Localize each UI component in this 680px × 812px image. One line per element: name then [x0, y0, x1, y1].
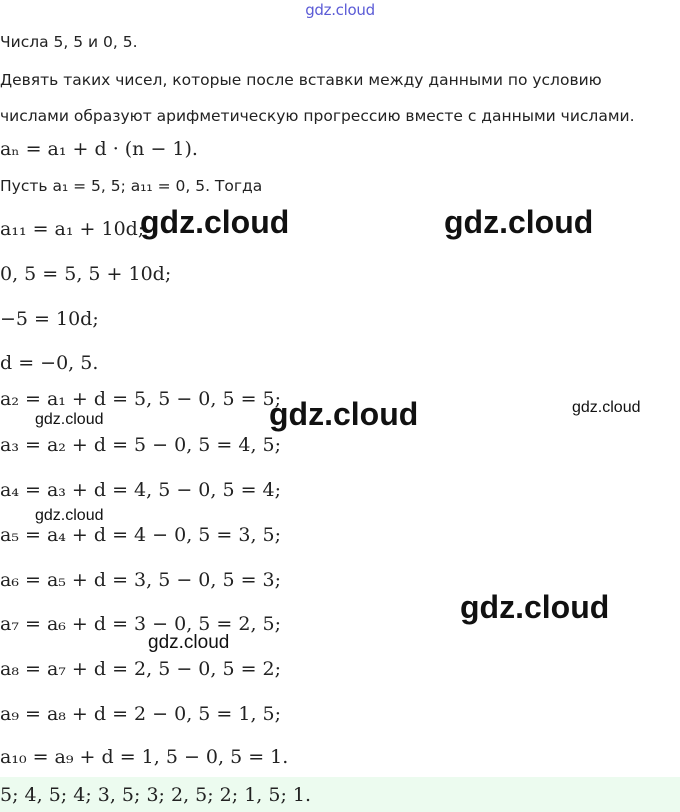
step-equation: a₂ = a₁ + d = 5, 5 − 0, 5 = 5;	[0, 388, 282, 410]
site-watermark-top: gdz.cloud	[305, 1, 375, 19]
intro-line-2: Девять таких чисел, которые после вставки между данными по условию	[0, 71, 602, 89]
step-equation: −5 = 10d;	[0, 308, 99, 330]
step-equation: a₄ = a₃ + d = 4, 5 − 0, 5 = 4;	[0, 479, 282, 501]
watermark: gdz.cloud	[460, 589, 610, 625]
general-formula: aₙ = a₁ + d · (n − 1).	[0, 138, 198, 160]
step-equation: a₅ = a₄ + d = 4 − 0, 5 = 3, 5;	[0, 524, 282, 546]
step-equation: a₆ = a₅ + d = 3, 5 − 0, 5 = 3;	[0, 569, 282, 591]
intro-line-1: Числа 5, 5 и 0, 5.	[0, 33, 138, 51]
watermark: gdz.cloud	[140, 204, 290, 240]
step-equation: a₉ = a₈ + d = 2 − 0, 5 = 1, 5;	[0, 703, 282, 725]
watermark: gdz.cloud	[148, 632, 230, 653]
step-equation: a₃ = a₂ + d = 5 − 0, 5 = 4, 5;	[0, 434, 282, 456]
step-equation: d = −0, 5.	[0, 352, 99, 374]
intro-line-3: числами образуют арифметическую прогрессию вместе с данными числами.	[0, 107, 635, 125]
step-equation: 0, 5 = 5, 5 + 10d;	[0, 263, 172, 285]
step-equation: a₇ = a₆ + d = 3 − 0, 5 = 2, 5;	[0, 613, 282, 635]
watermark: gdz.cloud	[269, 396, 419, 432]
watermark: gdz.cloud	[444, 204, 594, 240]
step-equation: a₈ = a₇ + d = 2, 5 − 0, 5 = 2;	[0, 658, 282, 680]
watermark: gdz.cloud	[572, 399, 641, 416]
answer-text: 5; 4, 5; 4; 3, 5; 3; 2, 5; 2; 1, 5; 1.	[0, 784, 312, 806]
let-statement: Пусть a₁ = 5, 5; a₁₁ = 0, 5. Тогда	[0, 177, 263, 195]
step-equation: a₁₁ = a₁ + 10d;	[0, 218, 145, 240]
step-equation: a₁₀ = a₉ + d = 1, 5 − 0, 5 = 1.	[0, 746, 289, 768]
watermark: gdz.cloud	[35, 411, 104, 428]
watermark: gdz.cloud	[35, 507, 104, 524]
